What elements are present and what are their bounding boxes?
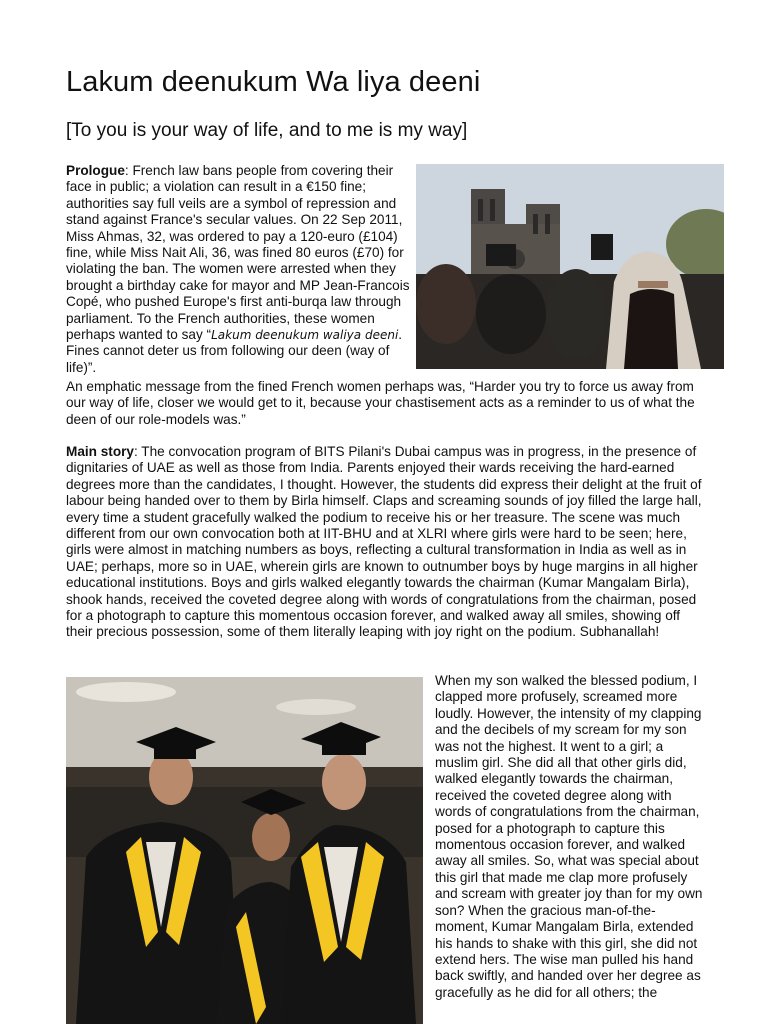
prologue-label: Prologue [66,163,125,178]
prologue-text-2: . Fines cannot deter us from following our deen (way of life)”. [66,327,403,375]
main-story-paragraph [66,444,706,641]
protest-photo [416,164,724,369]
prologue-paragraph [66,163,412,376]
prologue-phrase: Lakum deenukum waliya deeni [211,328,399,343]
main-story-label: Main story [66,444,134,459]
page-subtitle: [To you is your way of life, and to me is my way] [66,120,468,141]
graduates-photo [66,677,423,1024]
prologue-text-1: : French law bans people from covering their face in public; a violation can result in a €150 fine; authorities say full veils are a symbol of repression and stand against France's secular values. On 22 Sep 2011, Miss Ahmas, 32, was ordered to pay a 120-euro (£104) fine, while Miss Nait Ali, 36, was fined 80 euros (£70) for violating the ban. The women were arrested when they brought a birthday cake for mayor and MP Jean-Francois Copé, who pushed Europe's first anti-burqa law through parliament. To the French authorities, these women perhaps wanted to say “ [66,163,410,343]
son-paragraph: When my son walked the blessed podium, I clapped more profusely, screamed more loudly. However, the intensity of my clapping and the decibels of my scream for my son was not the highest. It went to a girl; a muslim girl. She did all that other girls did, walked elegantly towards the chairman, received the coveted degree along with words of congratulations from the chairman, posed for a photograph to capture this momentous occasion forever, and walked away all smiles. So, what was special about this girl that made me clap more profusely and scream with greater joy than for my own son? When the gracious man-of-the-moment, Kumar Mangalam Birla, extended his hands to shake with this girl, she did not extend hers. The wise man pulled his hand back swiftly, and handed over her degree as gracefully as he did for all others; the [435,673,703,1000]
main-story-text: : The convocation program of BITS Pilani's Dubai campus was in progress, in the presence of dignitaries of UAE as well as those from India. Parents enjoyed their wards receiving the hard-earned degrees more than the candidates, I thought. However, the students did express their delight at the fruit of labour being handed over to them by Birla himself. Claps and screaming sounds of joy filled the large hall, every time a student gracefully walked the podium to receive his or her treasure. The scene was much different from our own convocation both at IIT-BHU and at XLRI where girls were hard to be seen; here, girls were almost in matching numbers as boys, reflecting a cultural transformation in India as well as in UAE; perhaps, more so in UAE, wherein girls are known to outnumber boys by huge margins in all higher educational institutions. Boys and girls walked elegantly towards the chairman (Kumar Mangalam Birla), shook hands, received the coveted degree along with words of congratulations from the chairman, posed for a photograph to capture this momentous occasion forever, and walked away all smiles, showing off their precious possession, some of them literally leaping with joy right on the podium. Subhanallah! [66,444,702,640]
page-title: Lakum deenukum Wa liya deeni [66,66,481,98]
emphatic-paragraph: An emphatic message from the fined French women perhaps was, “Harder you try to force us away from our way of life, closer we would get to it, because your chastisement acts as a reminder to us of what the deen of our role-models was.” [66,379,695,427]
